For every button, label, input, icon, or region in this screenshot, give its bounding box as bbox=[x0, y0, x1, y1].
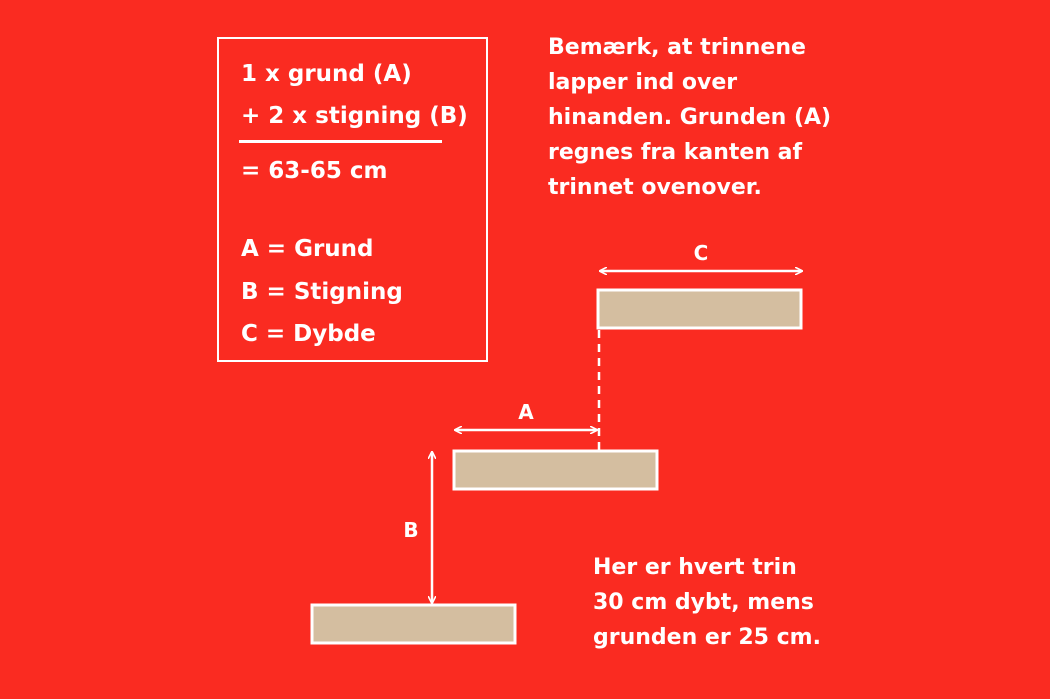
legend-b: B = Stigning bbox=[241, 279, 403, 305]
overlap-note-line: Bemærk, at trinnene bbox=[548, 35, 806, 60]
step-depth-note-line: Her er hvert trin bbox=[593, 555, 797, 580]
rise-label: B bbox=[403, 518, 419, 542]
going-label: A bbox=[518, 400, 534, 424]
formula-line-stigning: + 2 x stigning (B) bbox=[241, 103, 468, 129]
step-middle bbox=[454, 451, 657, 489]
step-depth-note-line: 30 cm dybt, mens bbox=[593, 590, 814, 615]
overlap-note-line: trinnet ovenover. bbox=[548, 175, 762, 200]
overlap-note-line: lapper ind over bbox=[548, 70, 738, 95]
step-top bbox=[598, 290, 801, 328]
step-depth-note-line: grunden er 25 cm. bbox=[593, 625, 821, 650]
legend-c: C = Dybde bbox=[241, 321, 376, 347]
formula-result: = 63-65 cm bbox=[241, 158, 388, 184]
overlap-note-line: hinanden. Grunden (A) bbox=[548, 105, 832, 130]
step-bottom bbox=[312, 605, 515, 643]
formula-line-grund: 1 x grund (A) bbox=[241, 61, 412, 87]
depth-label: C bbox=[693, 241, 709, 265]
legend-a: A = Grund bbox=[241, 236, 374, 262]
overlap-note-line: regnes fra kanten af bbox=[548, 140, 803, 165]
